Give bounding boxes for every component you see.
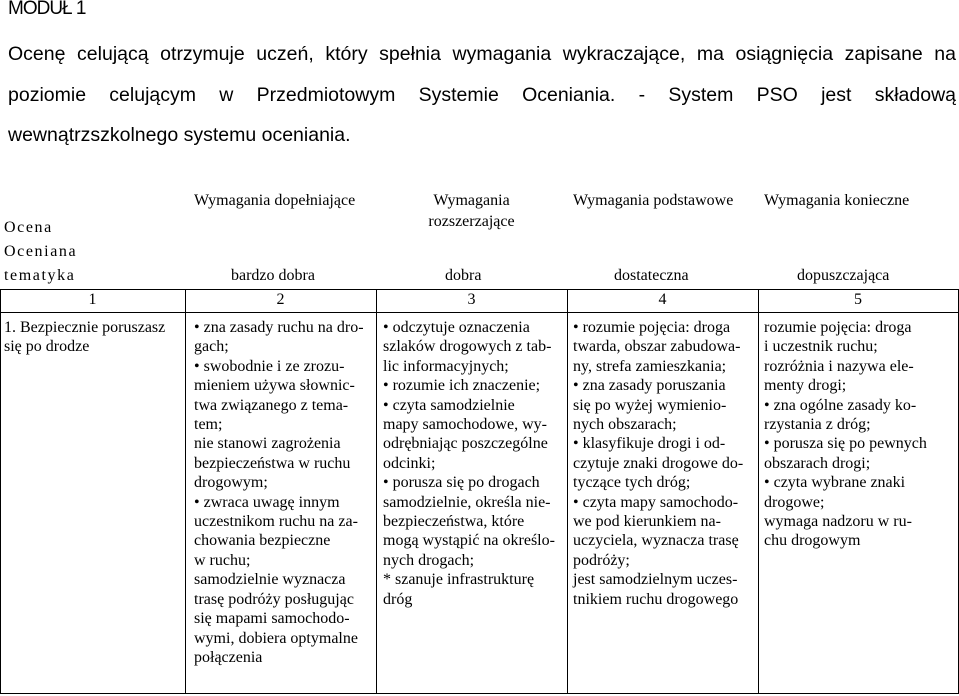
header-wymagania-rozszerzajace: Wymagania [433, 192, 510, 209]
cell-line: • zna ogólne zasady ko- [764, 396, 917, 414]
column-number: 1 [88, 291, 97, 308]
cell-line: tyczące tych dróg; [573, 474, 691, 492]
cell-line: jest samodzielnym uczes- [573, 571, 738, 589]
header-wymagania-podstawowe: Wymagania podstawowe [573, 192, 734, 209]
cell-line: tnikiem ruchu drogowego [573, 590, 739, 608]
cell-line: chu drogowym [764, 532, 861, 550]
cell-line: gach; [194, 338, 229, 356]
cell-line: • odczytuje oznaczenia [383, 319, 530, 336]
grade-label: dopuszczająca [797, 267, 890, 284]
row-label-line: Ocena [4, 219, 53, 236]
cell-line: się mapami samochodo- [194, 610, 350, 628]
cell-wymagania-podstawowe [573, 318, 743, 609]
cell-line: i uczestnik ruchu; [764, 338, 878, 356]
cell-wymagania-dopelniajace [194, 318, 364, 667]
cell-line: mogą wystąpić na określo- [383, 532, 555, 550]
header-wymagania-konieczne: Wymagania konieczne [764, 192, 910, 209]
cell-line: nych drogach; [383, 551, 475, 569]
cell-line: bezpieczeństwa w ruchu [194, 454, 351, 472]
module-title: MODUŁ 1 [8, 0, 86, 19]
table-vrule [0, 289, 1, 694]
intro-line: wewnątrzszkolnego systemu oceniania. [8, 124, 351, 146]
column-number: 3 [467, 291, 476, 308]
table-vrule [185, 289, 186, 694]
intro-paragraph [8, 34, 956, 156]
header-wymagania-rozszerzajace-line2: rozszerzające [428, 213, 515, 230]
cell-line: rzystania z dróg; [764, 416, 871, 434]
cell-line: • zwraca uwagę innym [194, 493, 340, 511]
cell-line: • klasyfikuje drogi i od- [573, 435, 726, 453]
cell-line: dróg [383, 590, 413, 608]
intro-line: Ocenę celującą otrzymuje uczeń, który spełnia wymagania wykraczające, ma osiągnięcia zapisane na [8, 43, 956, 65]
cell-line: uczyciela, wyznacza trasę [573, 532, 739, 550]
table-vrule [567, 289, 568, 694]
cell-line: chowania bezpieczne [194, 532, 331, 550]
cell-line: • czyta samodzielnie [383, 396, 515, 414]
column-number: 2 [276, 291, 285, 308]
cell-line: się po wyżej wymienio- [573, 396, 727, 414]
cell-line: odcinki; [383, 454, 436, 472]
column-number: 4 [658, 291, 667, 308]
table-vrule [376, 289, 377, 694]
cell-line: drogowe; [764, 493, 825, 511]
intro-line: poziomie celującym w Przedmiotowym Systemie Oceniania. - System PSO jest składową [8, 83, 956, 106]
cell-line: mieniem używa słownic- [194, 377, 355, 395]
cell-line: • czyta wybrane znaki [764, 474, 906, 492]
cell-wymagania-konieczne [764, 318, 927, 551]
cell-line: obszarach drogi; [764, 454, 871, 472]
cell-line: w ruchu; [194, 551, 251, 569]
table-rule-bottom [0, 693, 959, 694]
header-wymagania-dopelniajace: Wymagania dopełniające [194, 192, 356, 209]
cell-line: samodzielnie wyznacza [194, 571, 346, 589]
topic-line: się po drodze [4, 338, 90, 356]
cell-line: wymi, dobiera optymalne [194, 629, 358, 647]
cell-line: twa związanego z tema- [194, 396, 349, 414]
cell-line: rozumie pojęcia: droga [764, 319, 912, 336]
row-label-line: Oceniana [4, 243, 78, 260]
topic-line: 1. Bezpiecznie poruszasz [4, 319, 166, 336]
table-rule-header [0, 312, 959, 313]
cell-line: uczestnikom ruchu na za- [194, 513, 358, 531]
cell-line: nych obszarach; [573, 416, 677, 434]
cell-line: połączenia [194, 648, 263, 666]
cell-line: trasę podróży posługując [194, 590, 354, 608]
cell-line: podróży; [573, 551, 630, 569]
cell-line: bezpieczeństwa, które [383, 513, 525, 531]
cell-line: drogowym; [194, 474, 268, 492]
cell-line: rozróżnia i nazywa ele- [764, 357, 914, 375]
cell-line: twarda, obszar zabudowa- [573, 338, 741, 356]
cell-line: we pod kierunkiem na- [573, 513, 721, 531]
cell-line: • swobodnie i ze zrozu- [194, 357, 345, 375]
cell-line: • porusza się po pewnych [764, 435, 927, 453]
cell-wymagania-rozszerzajace [383, 318, 555, 609]
row-label-line: tematyka [4, 267, 76, 284]
cell-line: nie stanowi zagrożenia [194, 435, 341, 453]
cell-line: szlaków drogowych z tab- [383, 338, 552, 356]
cell-line: * szanuje infrastrukturę [383, 571, 535, 589]
cell-line: mapy samochodowe, wy- [383, 416, 547, 434]
cell-line: wymaga nadzoru w ru- [764, 513, 912, 531]
cell-line: • zna zasady ruchu na dro- [194, 319, 364, 336]
cell-line: • rozumie ich znaczenie; [383, 377, 541, 395]
cell-line: • rozumie pojęcia: droga [573, 319, 731, 336]
topic-cell [4, 318, 165, 357]
cell-line: • zna zasady poruszania [573, 377, 726, 395]
grade-label: dostateczna [614, 267, 689, 284]
cell-line: ny, strefa zamieszkania; [573, 357, 727, 375]
grade-label: dobra [445, 267, 482, 284]
cell-line: odrębniając poszczególne [383, 435, 548, 453]
cell-line: • czyta mapy samochodo- [573, 493, 739, 511]
cell-line: samodzielnie, określa nie- [383, 493, 551, 511]
cell-line: • porusza się po drogach [383, 474, 540, 492]
cell-line: lic informacyjnych; [383, 357, 509, 375]
cell-line: czytuje znaki drogowe do- [573, 454, 744, 472]
grade-label: bardzo dobra [231, 267, 315, 284]
cell-line: tem; [194, 416, 223, 434]
cell-line: menty drogi; [764, 377, 847, 395]
column-number: 5 [854, 291, 862, 308]
table-vrule [758, 289, 759, 694]
